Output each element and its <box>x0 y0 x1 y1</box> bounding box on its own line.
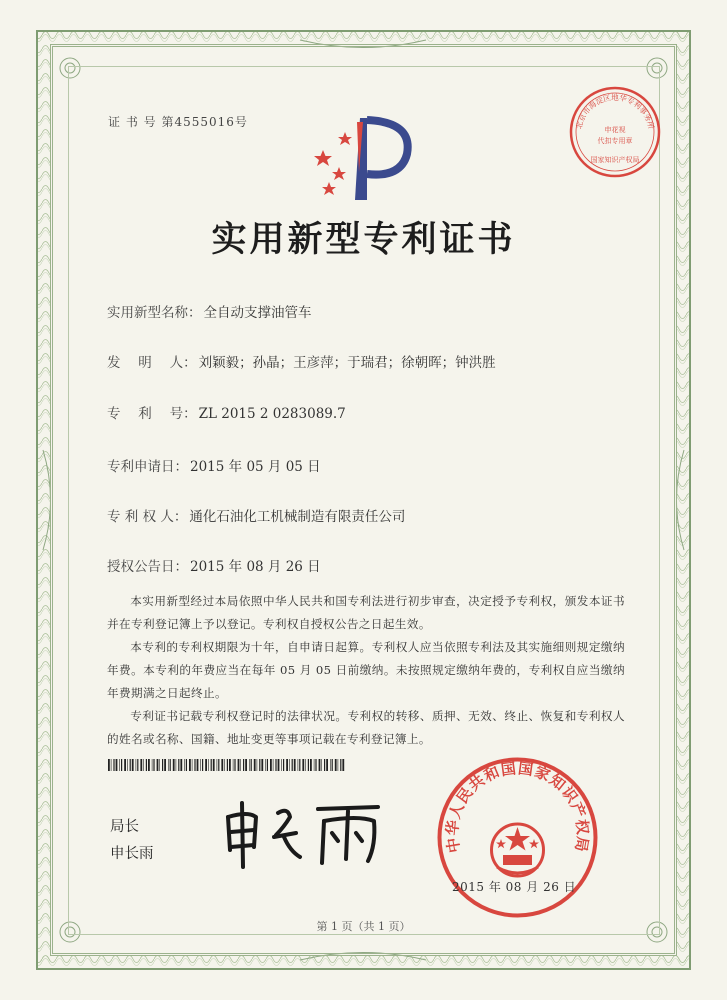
holder-value: 通化石油化工机械制造有限责任公司 <box>189 509 406 525</box>
filing-date-label: 专利申请日： <box>107 459 188 475</box>
barcode-bar <box>173 759 175 771</box>
barcode <box>108 759 346 771</box>
barcode-bar <box>159 759 160 771</box>
page-indicator: 第 1 页（共 1 页） <box>316 920 411 933</box>
official-seal-text: 中华人民共和国国家知识产权局 <box>443 759 592 855</box>
barcode-bar <box>286 759 288 771</box>
barcode-bar <box>342 759 344 771</box>
barcode-bar <box>257 759 258 771</box>
barcode-bar <box>178 759 179 771</box>
body-paragraph: 本实用新型经过本局依照中华人民共和国专利法进行初步审查，决定授予专利权，颁发本证书并在专利登记簿上予以登记。专利权自授权公告之日起生效。 <box>107 594 625 631</box>
body-paragraph: 专利证书记载专利权登记时的法律状况。专利权的转移、质押、无效、终止、恢复和专利权人的姓名或名称、国籍、地址变更等事项记载在专利登记簿上。 <box>107 709 625 746</box>
barcode-bar <box>254 759 256 771</box>
patent-number-label: 专 利 号： <box>107 406 197 422</box>
barcode-bar <box>240 759 241 771</box>
barcode-bar <box>162 759 163 771</box>
barcode-bar <box>233 759 234 771</box>
barcode-bar <box>140 759 142 771</box>
barcode-bar <box>170 759 171 771</box>
barcode-bar <box>245 759 247 771</box>
barcode-bar <box>217 759 218 771</box>
barcode-bar <box>197 759 199 771</box>
barcode-bar <box>218 759 219 771</box>
barcode-bar <box>324 759 325 771</box>
grant-date-label: 授权公告日： <box>107 559 188 575</box>
agency-seal-inner-2: 代扣专用章 <box>597 137 633 145</box>
barcode-bar <box>275 759 276 771</box>
name-value: 全自动支撑油管车 <box>203 305 312 321</box>
cnipa-logo <box>305 112 420 204</box>
barcode-bar <box>278 759 280 771</box>
barcode-bar <box>127 759 128 771</box>
barcode-bar <box>229 759 231 771</box>
certificate-body <box>107 590 625 751</box>
barcode-bar <box>180 759 182 771</box>
barcode-bar <box>143 759 144 771</box>
barcode-bar <box>259 759 260 771</box>
certificate-number-suffix: 号 <box>234 115 248 129</box>
barcode-bar <box>119 759 120 771</box>
page-title: 实用新型专利证书 <box>211 219 516 260</box>
national-emblem-icon <box>492 824 544 876</box>
filing-date-value: 2015 年 05 月 05 日 <box>190 459 321 475</box>
handwritten-signature <box>218 795 393 870</box>
barcode-bar <box>213 759 215 771</box>
barcode-bar <box>243 759 244 771</box>
agency-seal-text: 北京市海淀区地华专利事务所 <box>574 92 656 130</box>
seal-date: 2015 年 08 月 26 日 <box>452 880 577 894</box>
agency-seal-inner-1: 申花视 <box>604 126 626 134</box>
inventor-value: 刘颖毅；孙晶；王彦萍；于瑞君；徐朝晖；钟洪胜 <box>198 355 496 371</box>
barcode-bar <box>315 759 316 771</box>
holder-label: 专 利 权 人： <box>107 509 188 525</box>
barcode-bar <box>168 759 169 771</box>
barcode-bar <box>111 759 112 771</box>
barcode-bar <box>283 759 284 771</box>
barcode-bar <box>137 759 138 771</box>
filing-date <box>107 455 321 475</box>
barcode-bar <box>289 759 290 771</box>
barcode-bar <box>184 759 185 771</box>
barcode-bar <box>299 759 300 771</box>
barcode-bar <box>270 759 272 771</box>
barcode-bar <box>308 759 309 771</box>
barcode-bar <box>130 759 131 771</box>
agency-seal-bottom: 国家知识产权局 <box>590 156 640 164</box>
barcode-bar <box>227 759 228 771</box>
barcode-bar <box>302 759 304 771</box>
barcode-bar <box>319 759 321 771</box>
barcode-bar <box>261 759 263 771</box>
barcode-bar <box>238 759 240 771</box>
barcode-bar <box>338 759 339 771</box>
barcode-bar <box>186 759 187 771</box>
barcode-bar <box>164 759 166 771</box>
barcode-bar <box>265 759 266 771</box>
barcode-bar <box>326 759 328 771</box>
signatory-title: 局长 <box>110 819 139 835</box>
name-label: 实用新型名称： <box>107 305 202 321</box>
grant-date <box>107 555 321 575</box>
barcode-bar <box>194 759 195 771</box>
barcode-bar <box>136 759 137 771</box>
logo-curve-icon <box>367 120 408 175</box>
barcode-bar <box>124 759 126 771</box>
signatory-name: 申长雨 <box>110 846 154 862</box>
patent-number-value: ZL 2015 2 0283089.7 <box>198 406 346 422</box>
certificate-number-label: 证 书 号 第 <box>108 115 175 129</box>
inventors <box>107 351 496 371</box>
barcode-bar <box>113 759 114 771</box>
barcode-bar <box>273 759 274 771</box>
barcode-bar <box>321 759 322 771</box>
star-icon <box>314 150 332 166</box>
barcode-bar <box>189 759 191 771</box>
barcode-bar <box>251 759 252 771</box>
barcode-bar <box>132 759 134 771</box>
barcode-bar <box>157 759 159 771</box>
barcode-bar <box>310 759 312 771</box>
official-seal <box>435 755 600 920</box>
barcode-bar <box>267 759 268 771</box>
barcode-bar <box>314 759 315 771</box>
barcode-bar <box>340 759 341 771</box>
star-icon <box>322 182 336 195</box>
star-icon <box>332 167 346 180</box>
barcode-bar <box>281 759 282 771</box>
barcode-bar <box>116 759 118 771</box>
barcode-bar <box>335 759 337 771</box>
barcode-bar <box>249 759 250 771</box>
barcode-bar <box>211 759 212 771</box>
agency-seal <box>567 84 663 180</box>
certificate-number-value: 4555016 <box>174 115 235 129</box>
barcode-bar <box>294 759 296 771</box>
utility-model-name <box>107 301 312 321</box>
barcode-bar <box>208 759 209 771</box>
body-paragraph: 本专利的专利权期限为十年，自申请日起算。专利权人应当依照专利法及其实施细则规定缴纳年费。本专利的年费应当在每年 05 月 05 日前缴纳。未按照规定缴纳年费的，专利权自应当缴纳年费期满之日起终止。 <box>107 640 625 700</box>
barcode-bar <box>332 759 333 771</box>
barcode-bar <box>298 759 299 771</box>
barcode-bar <box>192 759 193 771</box>
barcode-bar <box>108 759 110 771</box>
barcode-bar <box>153 759 154 771</box>
barcode-bar <box>148 759 150 771</box>
star-icon <box>338 132 352 145</box>
barcode-bar <box>200 759 201 771</box>
barcode-bar <box>121 759 122 771</box>
barcode-bar <box>234 759 235 771</box>
barcode-bar <box>205 759 207 771</box>
barcode-bar <box>224 759 225 771</box>
patent-number <box>107 402 346 422</box>
barcode-bar <box>202 759 203 771</box>
grant-date-value: 2015 年 08 月 26 日 <box>190 559 321 575</box>
barcode-bar <box>176 759 177 771</box>
barcode-bar <box>152 759 153 771</box>
inventor-label: 发 明 人： <box>107 355 197 371</box>
certificate-number <box>108 113 248 130</box>
barcode-bar <box>305 759 306 771</box>
barcode-bar <box>292 759 293 771</box>
barcode-bar <box>221 759 223 771</box>
barcode-bar <box>146 759 147 771</box>
patent-holder <box>107 505 405 525</box>
barcode-bar <box>330 759 331 771</box>
